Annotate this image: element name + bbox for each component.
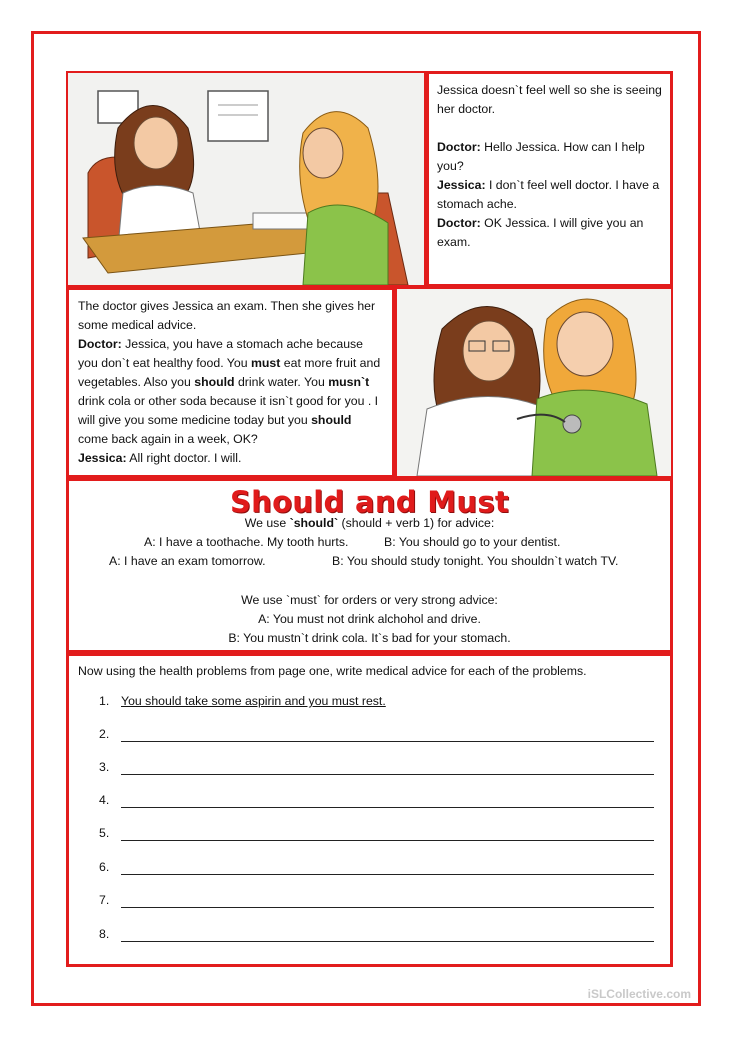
answer-line[interactable]: 3. [99,760,654,780]
story-intro-box [426,71,673,287]
dialogue-line: Doctor: Hello Jessica. How can I help you? [437,140,645,173]
advice-story-box [66,287,395,478]
must-example-b: B: You mustn`t drink cola. It`s bad for your stomach. [228,631,511,645]
advice-intro: The doctor gives Jessica an exam. Then she gives her some medical advice. [78,299,376,332]
doctor-desk-illustration [66,71,426,287]
example-answer: You should take some aspirin and you must rest. [121,694,386,708]
exercise-instruction: Now using the health problems from page one, write medical advice for each of the problems. [78,664,587,678]
must-example-a: A: You must not drink alchohol and drive. [258,612,481,626]
should-rule: We use `should` (should + verb 1) for advice: [244,516,495,530]
answer-line[interactable]: 8. [99,927,654,947]
should-example-b: B: You should go to your dentist. [384,535,561,549]
exercise-box [66,653,673,967]
answer-line[interactable]: 6. [99,860,654,880]
should-example-b: B: You should study tonight. You shouldn`t watch TV. [332,554,619,568]
grammar-title: Should and Must [229,485,510,519]
should-example-a: A: I have an exam tomorrow. [109,554,266,568]
watermark: iSLCollective.com [587,987,691,1001]
grammar-box [66,478,673,653]
answer-line: 1. You should take some aspirin and you must rest. [99,694,386,708]
answer-line[interactable]: 2. [99,727,654,747]
doctor-advice: Doctor: Jessica, you have a stomach ache because you don`t eat healthy food. You must eat more fruit and vegetables. Also you should drink water. You musn`t drink cola or other soda because it isn`t good for you . I will give you some medicine today but you should come back again in a week, OK? [78,337,381,446]
answer-line[interactable]: 5. [99,826,654,846]
must-rule: We use `must` for orders or very strong advice: [241,593,498,607]
dialogue-line: Doctor: OK Jessica. I will give you an exam. [437,216,644,249]
jessica-reply: Jessica: All right doctor. I will. [78,451,242,465]
dialogue-line: Jessica: I don`t feel well doctor. I have a stomach ache. [437,178,660,211]
story-intro-text: Jessica doesn`t feel well so she is seeing her doctor. [437,83,662,116]
should-example-a: A: I have a toothache. My tooth hurts. [144,535,349,549]
doctor-exam-illustration [395,287,673,478]
answer-line[interactable]: 4. [99,793,654,813]
answer-line[interactable]: 7. [99,893,654,913]
